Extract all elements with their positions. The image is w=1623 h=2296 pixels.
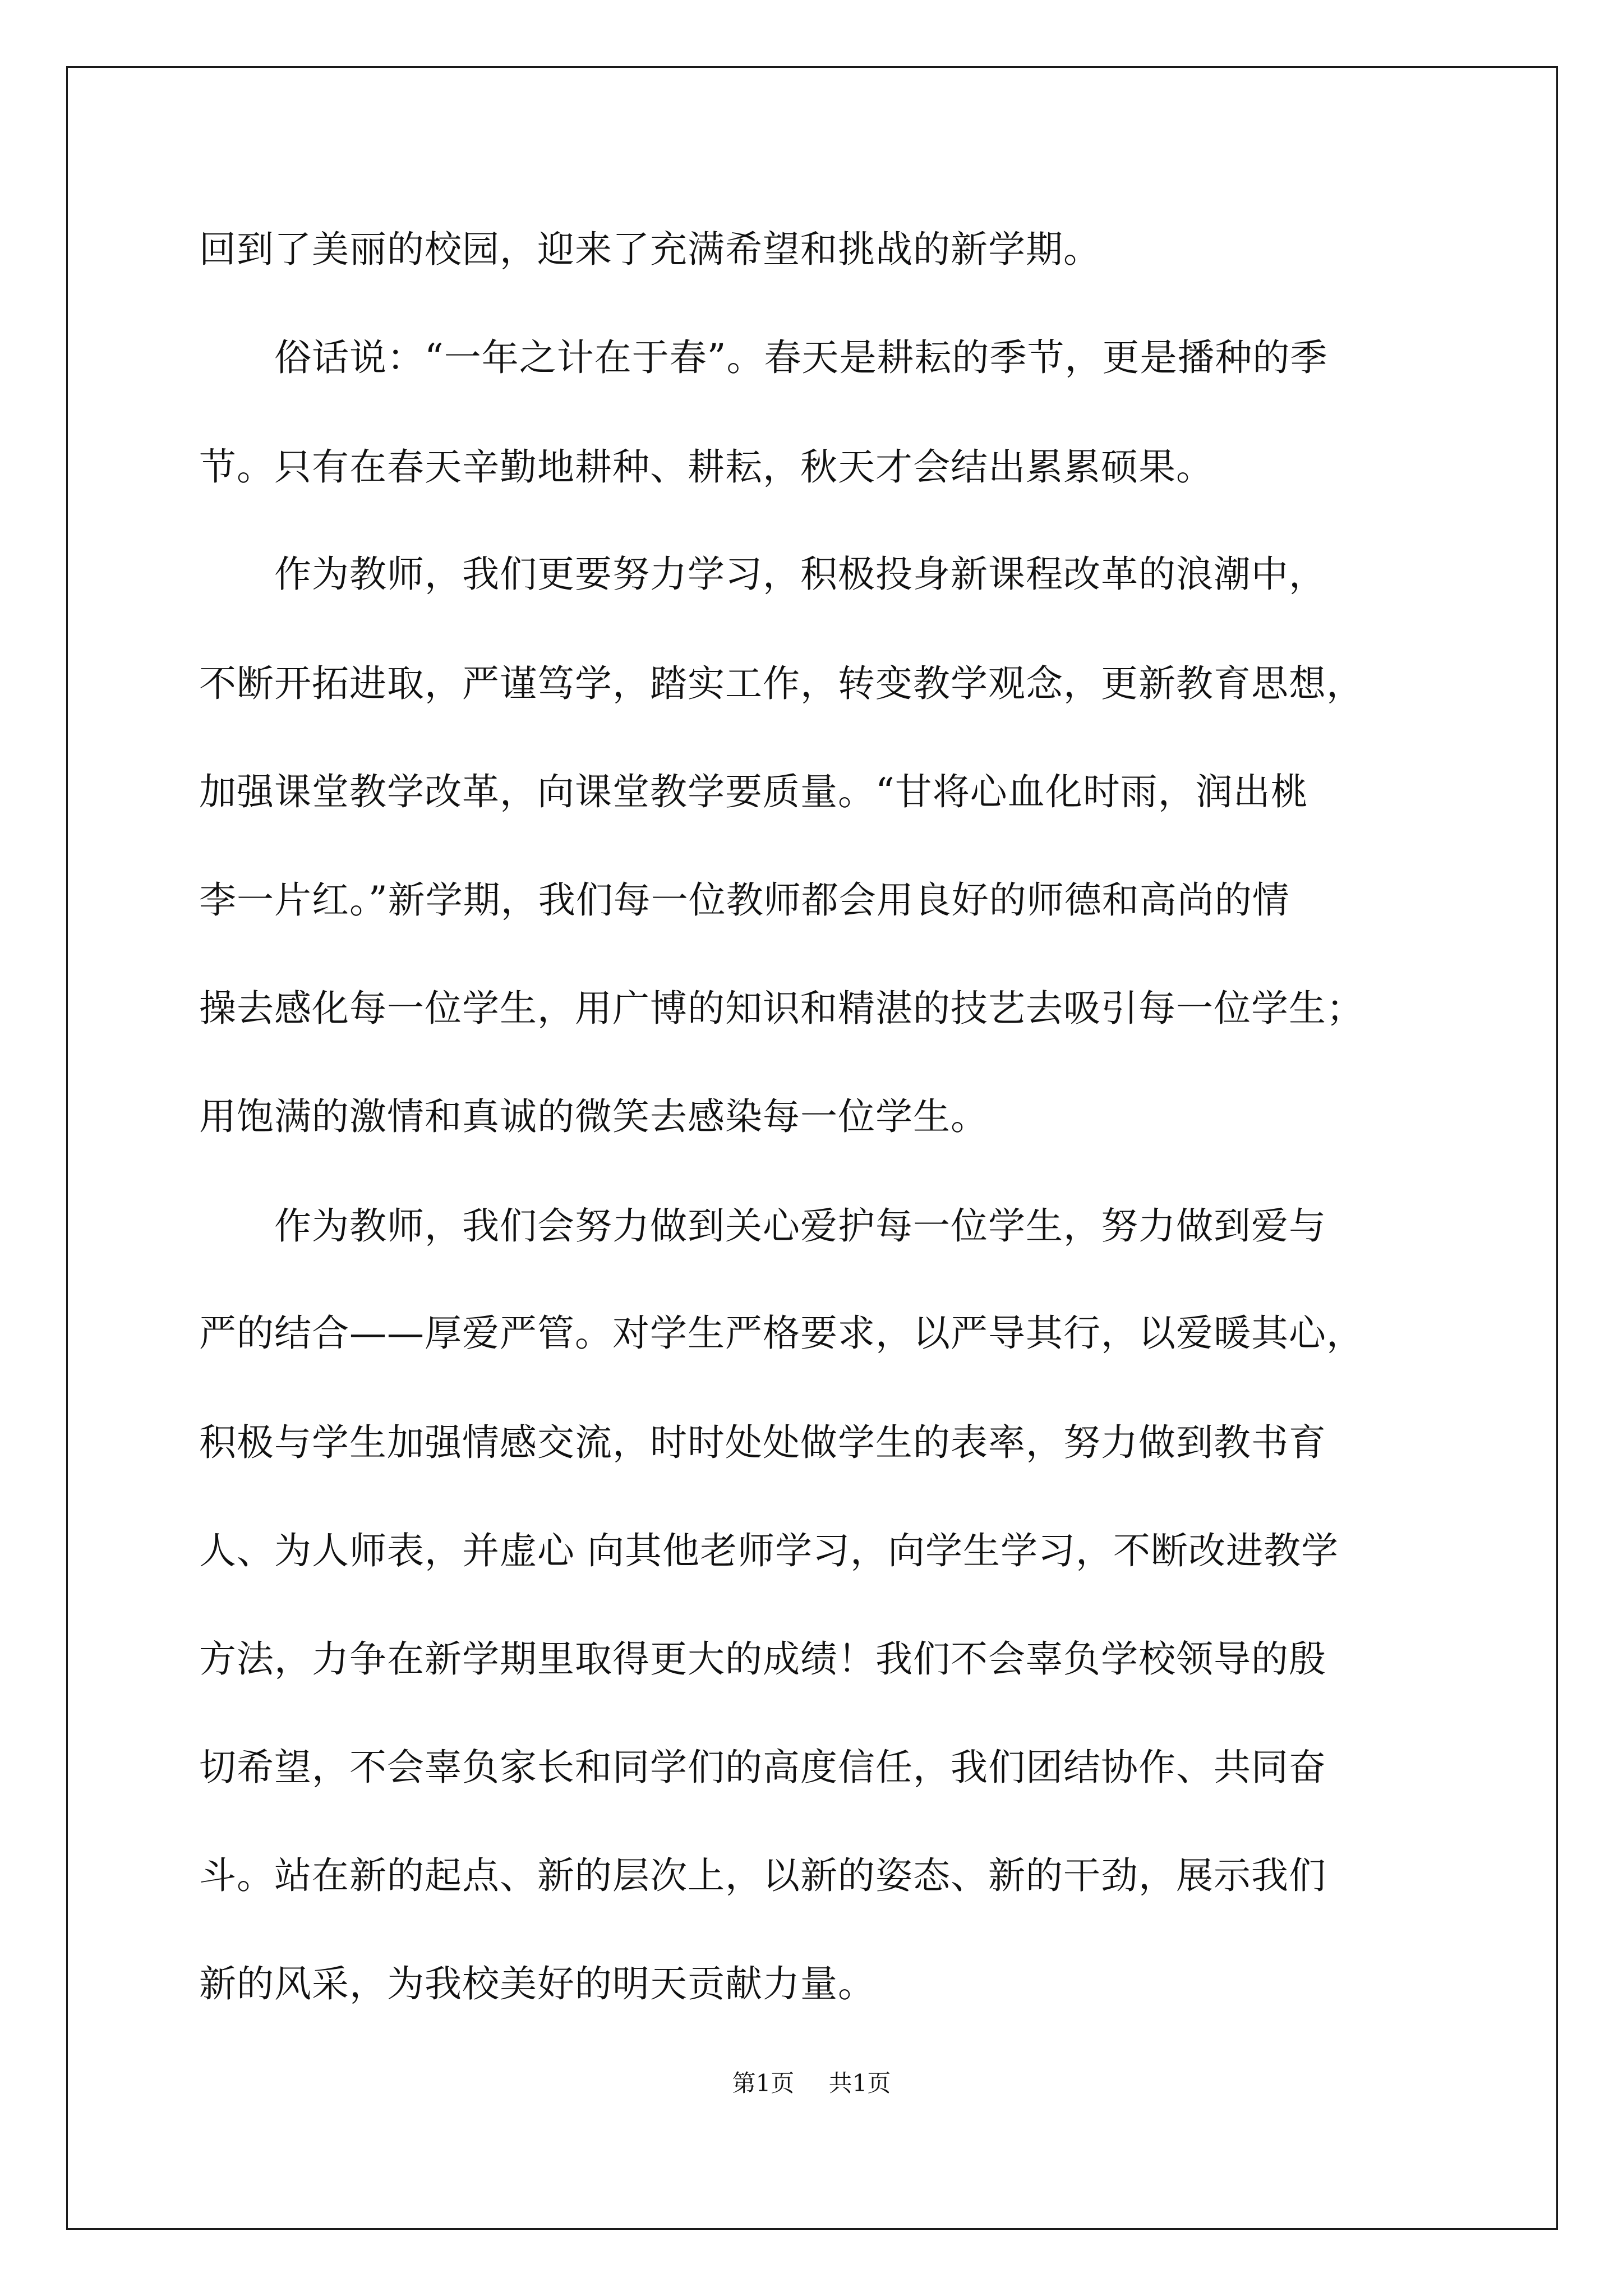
text-line: 回到了美丽的校园，迎来了充满希望和挑战的新学期。	[199, 228, 1101, 271]
text-line: 作为教师，我们会努力做到关心爱护每一位学生，努力做到爱与	[199, 1204, 1326, 1248]
text-line: 严的结合——厚爱严管。对学生严格要求，以严导其行，以爱暖其心，	[199, 1312, 1364, 1355]
text-line: 李一片红。”新学期，我们每一位教师都会用良好的师德和高尚的情	[199, 878, 1290, 922]
text-line: 积极与学生加强情感交流，时时处处做学生的表率，努力做到教书育	[199, 1421, 1326, 1464]
page-footer	[0, 2067, 1623, 2100]
text-line: 人、为人师表，并虚心 向其他老师学习，向学生学习，不断改进教学	[199, 1529, 1339, 1572]
text-line: 切希望，不会辜负家长和同学们的高度信任，我们团结协作、共同奋	[199, 1746, 1326, 1789]
page-total: 共1页	[828, 2069, 891, 2097]
text-line: 斗。站在新的起点、新的层次上，以新的姿态、新的干劲，展示我们	[199, 1854, 1326, 1897]
page-border	[66, 66, 1558, 2230]
text-line: 加强课堂教学改革，向课堂教学要质量。“甘将心血化时雨，润出桃	[199, 770, 1308, 813]
text-line: 新的风采，为我校美好的明天贡献力量。	[199, 1962, 875, 2005]
text-line: 方法，力争在新学期里取得更大的成绩！我们不会辜负学校领导的殷	[199, 1637, 1326, 1681]
text-line: 用饱满的激情和真诚的微笑去感染每一位学生。	[199, 1095, 988, 1138]
text-line: 作为教师，我们更要努力学习，积极投身新课程改革的浪潮中，	[199, 553, 1326, 596]
text-line: 俗话说：“一年之计在于春”。春天是耕耘的季节，更是播种的季	[199, 336, 1328, 379]
text-line: 节。只有在春天辛勤地耕种、耕耘，秋天才会结出累累硕果。	[199, 445, 1214, 489]
text-line: 操去感化每一位学生，用广博的知识和精湛的技艺去吸引每一位学生；	[199, 987, 1364, 1030]
text-line: 不断开拓进取，严谨笃学，踏实工作，转变教学观念，更新教育思想，	[199, 662, 1364, 705]
page-number: 第1页	[732, 2069, 795, 2097]
